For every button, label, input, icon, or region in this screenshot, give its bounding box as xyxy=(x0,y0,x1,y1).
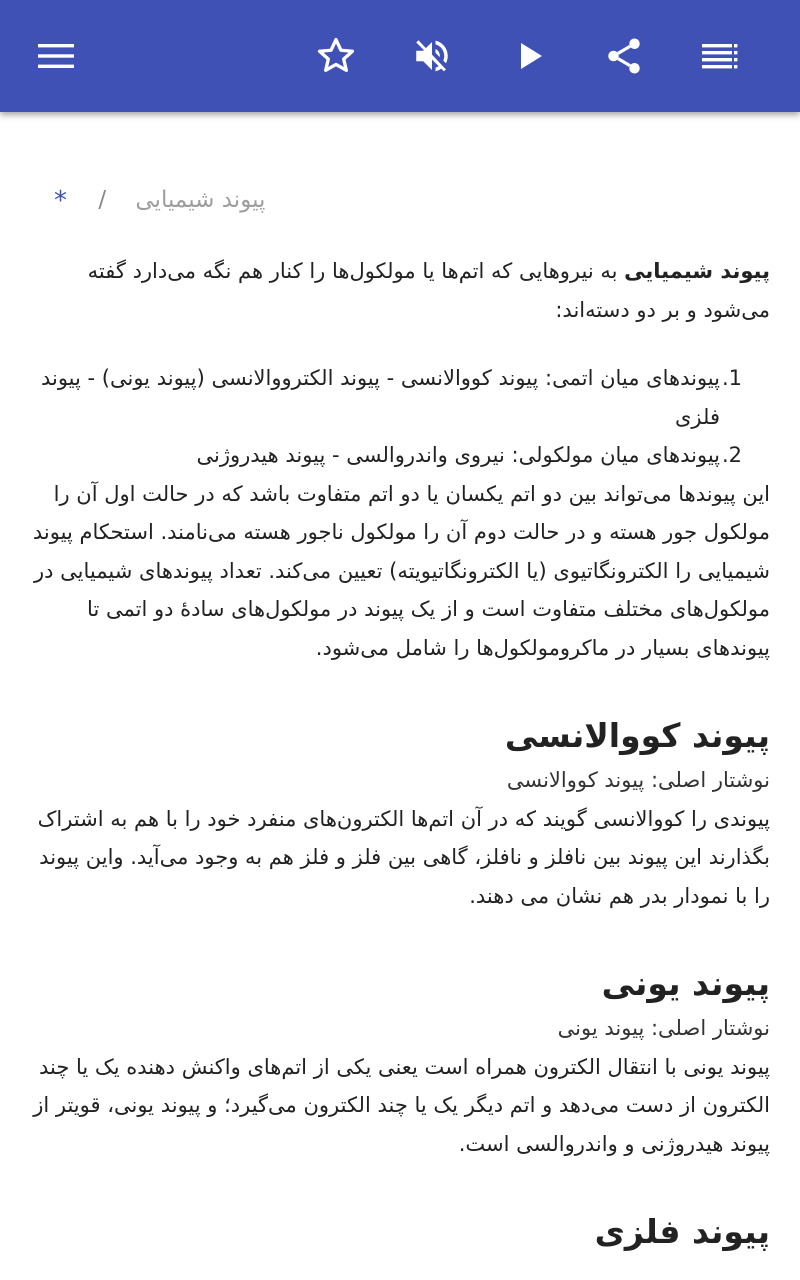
section-title-metallic: پیوند فلزی xyxy=(594,1212,770,1251)
share-button[interactable] xyxy=(596,28,652,84)
play-button[interactable] xyxy=(502,28,558,84)
breadcrumb xyxy=(54,184,265,214)
list-item-text: پیوندهای میان مولکولی: نیروی واندروالسی - پیوند هیدروژنی xyxy=(196,443,720,467)
app-toolbar xyxy=(0,0,800,112)
article-body xyxy=(30,252,770,1257)
toc-list-icon xyxy=(700,41,740,71)
section-title-ionic: پیوند یونی xyxy=(601,964,770,1003)
menu-icon xyxy=(36,41,76,71)
intro-text: به نیروهایی که اتم‌ها یا مولکول‌ها را کنار هم نگه می‌دارد گفته می‌شود و بر دو دسته‌اند: xyxy=(87,259,770,322)
section-body-ionic: پیوند یونی با انتقال الکترون همراه است یعنی یکی از اتم‌های واکنش دهنده یک یا چند الکترون از دست می‌دهد و اتم دیگر یک یا چند الکترون می‌گیرد؛ و پیوند یونی، قویتر از پیوند هیدروژنی و واندروالسی است. xyxy=(33,1054,770,1156)
bond-types-list xyxy=(30,359,770,475)
contents-button[interactable] xyxy=(692,28,748,84)
list-item-number: 2. xyxy=(721,443,742,467)
mute-button[interactable] xyxy=(404,28,460,84)
favorite-button[interactable] xyxy=(308,28,364,84)
breadcrumb-separator: / xyxy=(98,187,107,213)
main-article-link-ionic[interactable]: نوشتار اصلی: پیوند یونی xyxy=(557,1016,770,1040)
body-paragraph: این پیوندها می‌تواند بین دو اتم یکسان یا دو اتم متفاوت باشد که در حالت اول آن را مولکول جور هسته و در حالت دوم آن را مولکول ناجور هسته می‌نامند. استحکام پیوند شیمیایی را الکترونگاتیوی (یا الکترونگاتیویته) تعیین می‌کند. تعداد پیوندهای شیمیایی در مولکول‌های مختلف متفاوت است و از یک پیوند در مولکول‌های سادهٔ دو اتمی تا پیوندهای بسیار در ماکرومولکول‌ها را شامل می‌شود. xyxy=(32,481,770,660)
list-item-number: 1. xyxy=(721,366,742,390)
menu-button[interactable] xyxy=(28,28,84,84)
list-item xyxy=(30,436,742,475)
volume-off-icon xyxy=(411,35,453,77)
share-icon xyxy=(603,35,645,77)
breadcrumb-current: پیوند شیمیایی xyxy=(135,187,266,213)
list-item-text: پیوندهای میان اتمی: پیوند کووالانسی - پیوند الکترووالانسی (پیوند یونی) - پیوند فلزی xyxy=(40,366,720,429)
main-article-link-covalent[interactable]: نوشتار اصلی: پیوند کووالانسی xyxy=(506,768,770,792)
breadcrumb-root-link[interactable]: * xyxy=(54,186,67,216)
section-body-covalent: پیوندی را کووالانسی گویند که در آن اتم‌ها الکترون‌های منفرد خود را با هم به اشتراک بگذارند این پیوند بین نافلز و نافلز، گاهی بین فلز و فلز هم به وجود می‌آید. واین پیوند را با نمودار بدر هم نشان می دهند. xyxy=(37,806,770,908)
article-content xyxy=(0,112,800,1280)
star-outline-icon xyxy=(315,35,357,77)
intro-paragraph xyxy=(30,252,770,329)
section-title-covalent: پیوند کووالانسی xyxy=(504,716,770,755)
intro-bold-term: پیوند شیمیایی xyxy=(624,259,770,283)
list-item xyxy=(30,359,742,436)
play-icon xyxy=(515,40,545,72)
